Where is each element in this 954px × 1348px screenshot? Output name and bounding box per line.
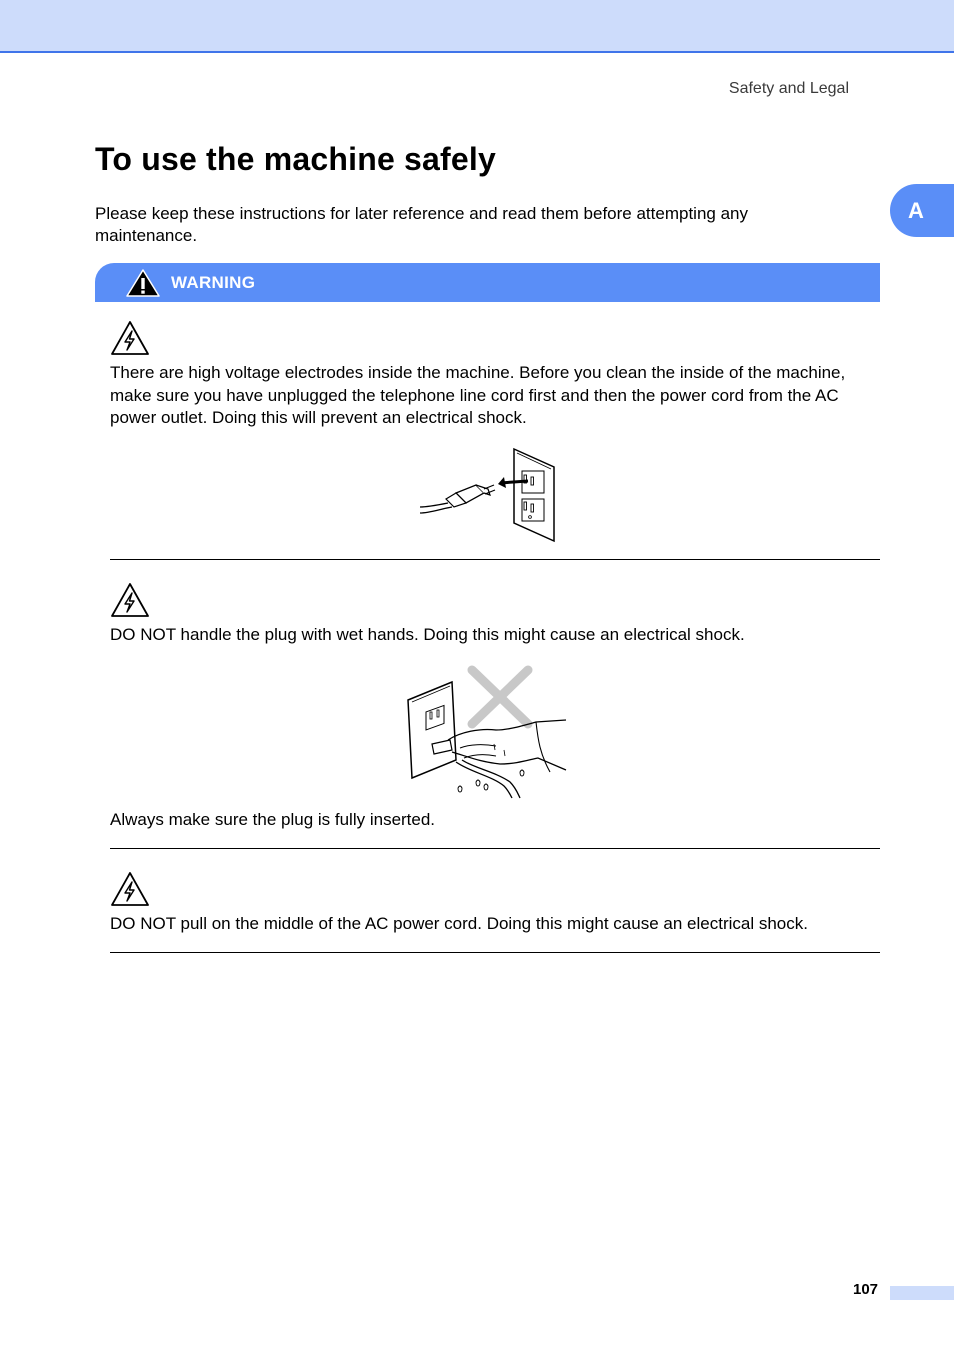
- warning-text-3: DO NOT pull on the middle of the AC power cord. Doing this might cause an electrical shock.: [110, 914, 808, 933]
- section-divider: [110, 559, 880, 560]
- warning-bar: [95, 263, 880, 302]
- intro-paragraph: Please keep these instructions for later reference and read them before attempting any maintenance.: [95, 204, 748, 245]
- electric-shock-icon: [110, 320, 150, 361]
- warning-label: WARNING: [171, 273, 256, 292]
- warning-text-2: DO NOT handle the plug with wet hands. Doing this might cause an electrical shock.: [110, 625, 745, 644]
- top-band: [0, 0, 954, 53]
- unplug-cord-illustration: [418, 447, 558, 548]
- section-divider: [110, 848, 880, 849]
- page-title: To use the machine safely: [95, 141, 496, 177]
- electric-shock-icon: [110, 871, 150, 912]
- chapter-tab: [890, 184, 954, 237]
- electric-shock-icon: [110, 582, 150, 623]
- warning-note-2: Always make sure the plug is fully inserted.: [110, 810, 436, 829]
- section-divider: [110, 952, 880, 953]
- wet-hands-illustration: [404, 664, 570, 805]
- warning-triangle-icon: [125, 268, 161, 303]
- footer-tab: [890, 1286, 954, 1300]
- chapter-tab-label: A: [908, 197, 924, 223]
- warning-text-1: There are high voltage electrodes inside the machine. Before you clean the inside of the machine, make sure you have unplugged the telephone line cord first and then the power cord from the AC power outlet. Doing this will prevent an electrical shock.: [110, 363, 846, 427]
- running-header: Safety and Legal: [728, 80, 849, 97]
- page-number: 107: [853, 1281, 879, 1298]
